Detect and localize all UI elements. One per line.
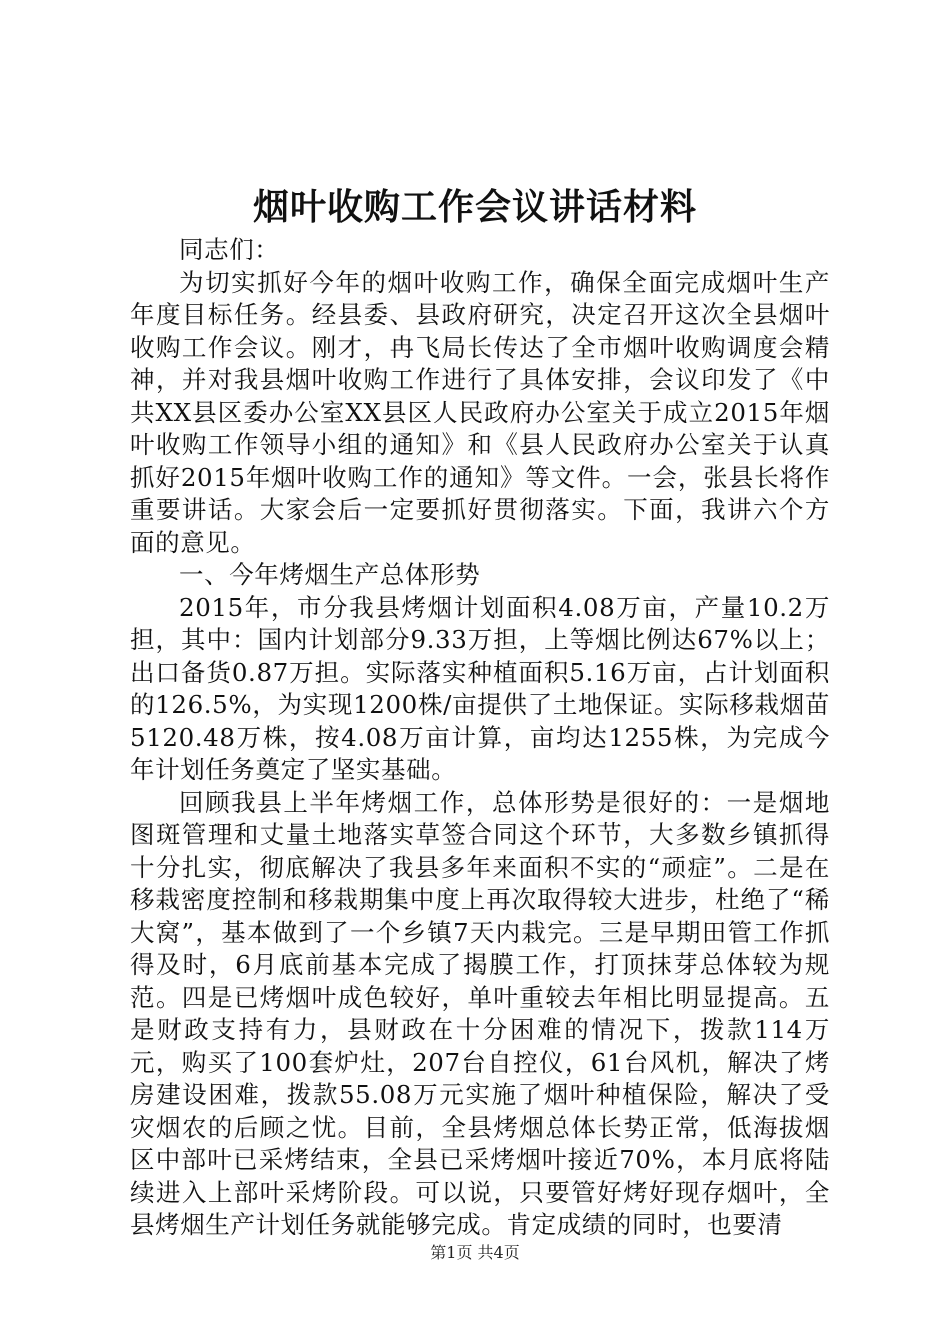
page-number-footer: 第1页 共4页 (430, 1243, 520, 1262)
document-title: 烟叶收购工作会议讲话材料 (252, 186, 697, 228)
document-body (130, 234, 830, 1242)
salutation-paragraph: 同志们： (179, 235, 280, 264)
intro-paragraph: 为切实抓好今年的烟叶收购工作，确保全面完成烟叶生产年度目标任务。经县委、县政府研究，决定召开这次全县烟叶收购工作会议。刚才，冉飞局长传达了全市烟叶收购调度会精神，并对我县烟叶收购工作进行了具体安排，会议印发了《中共XX县区委办公室XX县区人民政府办公室关于成立2015年烟叶收购工作领导小组的通知》和《县人民政府办公室关于认真抓好2015年烟叶收购工作的通知》等文件。一会，张县长将作重要讲话。大家会后一定要抓好贯彻落实。下面，我讲六个方面的意见。 (130, 267, 830, 557)
statistics-paragraph: 2015年，市分我县烤烟计划面积4.08万亩，产量10.2万担，其中：国内计划部分9.33万担，上等烟比例达67%以上；出口备货0.87万担。实际落实种植面积5.16万亩，占计划面积的126.5%，为实现1200株/亩提供了土地保证。实际移栽烟苗5120.48万株，按4.08万亩计算，亩均达1255株，为完成今年计划任务奠定了坚实基础。 (130, 592, 830, 784)
section-heading: 一、今年烤烟生产总体形势 (179, 560, 481, 589)
review-paragraph: 回顾我县上半年烤烟工作，总体形势是很好的：一是烟地图斑管理和丈量土地落实草签合同这个环节，大多数乡镇抓得十分扎实，彻底解决了我县多年来面积不实的“顽症”。二是在移栽密度控制和移栽期集中度上再次取得较大进步，杜绝了“稀大窝”，基本做到了一个乡镇7天内栽完。三是早期田管工作抓得及时，6月底前基本完成了揭膜工作，打顶抹芽总体较为规范。四是已烤烟叶成色较好，单叶重较去年相比明显提高。五是财政支持有力，县财政在十分困难的情况下，拨款114万元，购买了100套炉灶，207台自控仪，61台风机，解决了烤房建设困难，拨款55.08万元实施了烟叶种植保险，解决了受灾烟农的后顾之忧。目前，全县烤烟总体长势正常，低海拔烟区中部叶已采烤结束，全县已采烤烟叶接近70%，本月底将陆续进入上部叶采烤阶段。可以说，只要管好烤好现存烟叶，全县烤烟生产计划任务就能够完成。肯定成绩的同时，也要清 (130, 787, 830, 1239)
